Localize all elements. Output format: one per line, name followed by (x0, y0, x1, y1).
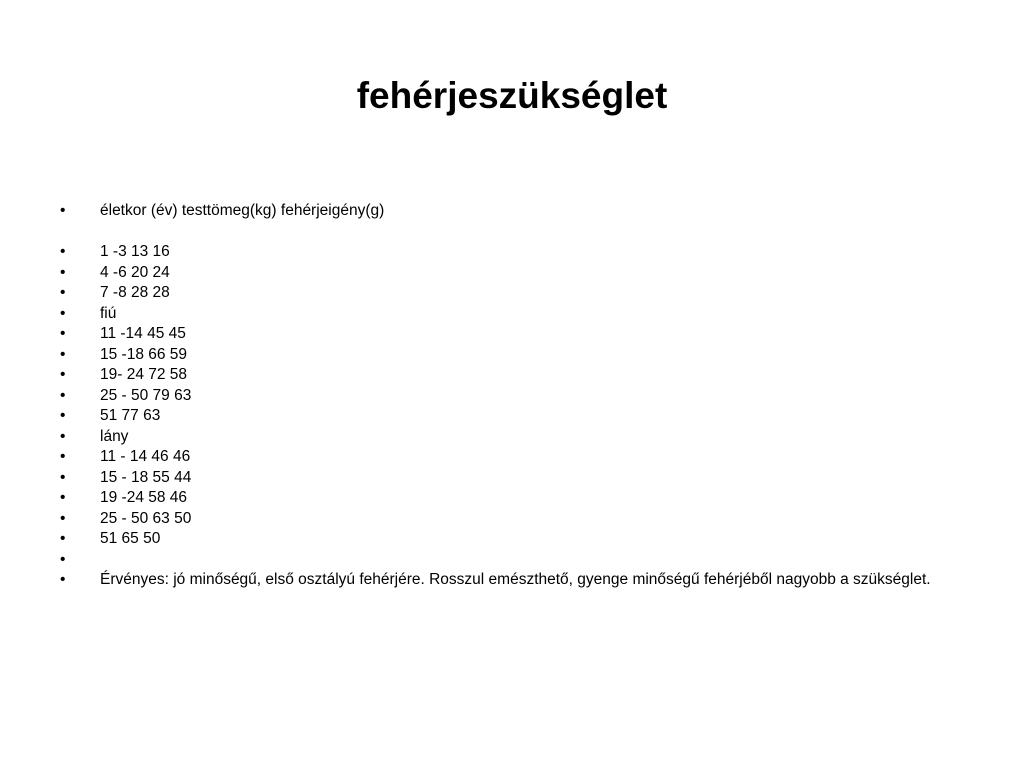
list-item (60, 304, 940, 325)
bullet-icon: • (60, 468, 66, 486)
list-item (60, 570, 940, 591)
list-item-text: 25 - 50 63 50 (100, 509, 192, 527)
list-item (60, 468, 940, 489)
list-item (60, 263, 940, 284)
list-item (60, 201, 940, 222)
bullet-icon: • (60, 325, 66, 342)
bullet-icon: • (60, 530, 66, 547)
list-item (60, 406, 940, 427)
bullet-icon: • (60, 509, 66, 527)
bullet-icon: • (60, 550, 66, 568)
bullet-icon: • (60, 243, 66, 260)
list-item (60, 242, 940, 263)
list-item-text: 15 -18 66 59 (100, 345, 188, 363)
list-item-text: lány (100, 427, 129, 445)
list-item-text: 11 - 14 46 46 (100, 448, 191, 465)
list-item (60, 324, 940, 345)
list-item (60, 427, 940, 448)
bullet-icon: • (60, 407, 66, 424)
bullet-icon: • (60, 386, 66, 404)
bullet-icon: • (60, 366, 66, 383)
list-item-text: 25 - 50 79 63 (100, 386, 192, 404)
bullet-icon: • (60, 427, 66, 445)
list-item (60, 509, 940, 530)
bullet-list (60, 201, 940, 591)
bullet-icon: • (60, 345, 66, 363)
list-item (60, 283, 940, 304)
list-item-text: 51 65 50 (100, 530, 161, 547)
list-item-text: fiú (100, 304, 117, 322)
list-item-text: Érvényes: jó minőségű, első osztályú fehérjére. Rosszul emészthető, gyenge minőségű fehérjéből nagyobb a szükséglet. (100, 571, 931, 588)
list-item (60, 386, 940, 407)
list-item (60, 529, 940, 550)
bullet-icon: • (60, 263, 66, 281)
list-item-text: 4 -6 20 24 (100, 263, 170, 281)
bullet-icon: • (60, 448, 66, 465)
list-item-text: 19- 24 72 58 (100, 366, 188, 383)
list-item-text: 1 -3 13 16 (100, 243, 170, 260)
bullet-icon: • (60, 571, 66, 588)
list-item (60, 447, 940, 468)
list-item-text: 15 - 18 55 44 (100, 468, 192, 486)
list-item-text: 7 -8 28 28 (100, 284, 170, 301)
list-item-text: 51 77 63 (100, 407, 161, 424)
list-item (60, 345, 940, 366)
list-item (60, 488, 940, 509)
bullet-icon: • (60, 284, 66, 301)
list-item-text: 19 -24 58 46 (100, 489, 188, 506)
bullet-icon: • (60, 489, 66, 506)
list-item-text: 11 -14 45 45 (100, 325, 186, 342)
list-item (60, 550, 940, 571)
list-item (60, 365, 940, 386)
list-item-text: életkor (év) testtömeg(kg) fehérjeigény(g) (100, 202, 385, 219)
bullet-icon: • (60, 304, 66, 322)
bullet-icon: • (60, 202, 66, 219)
slide-title: fehérjeszükséglet (356, 75, 668, 116)
